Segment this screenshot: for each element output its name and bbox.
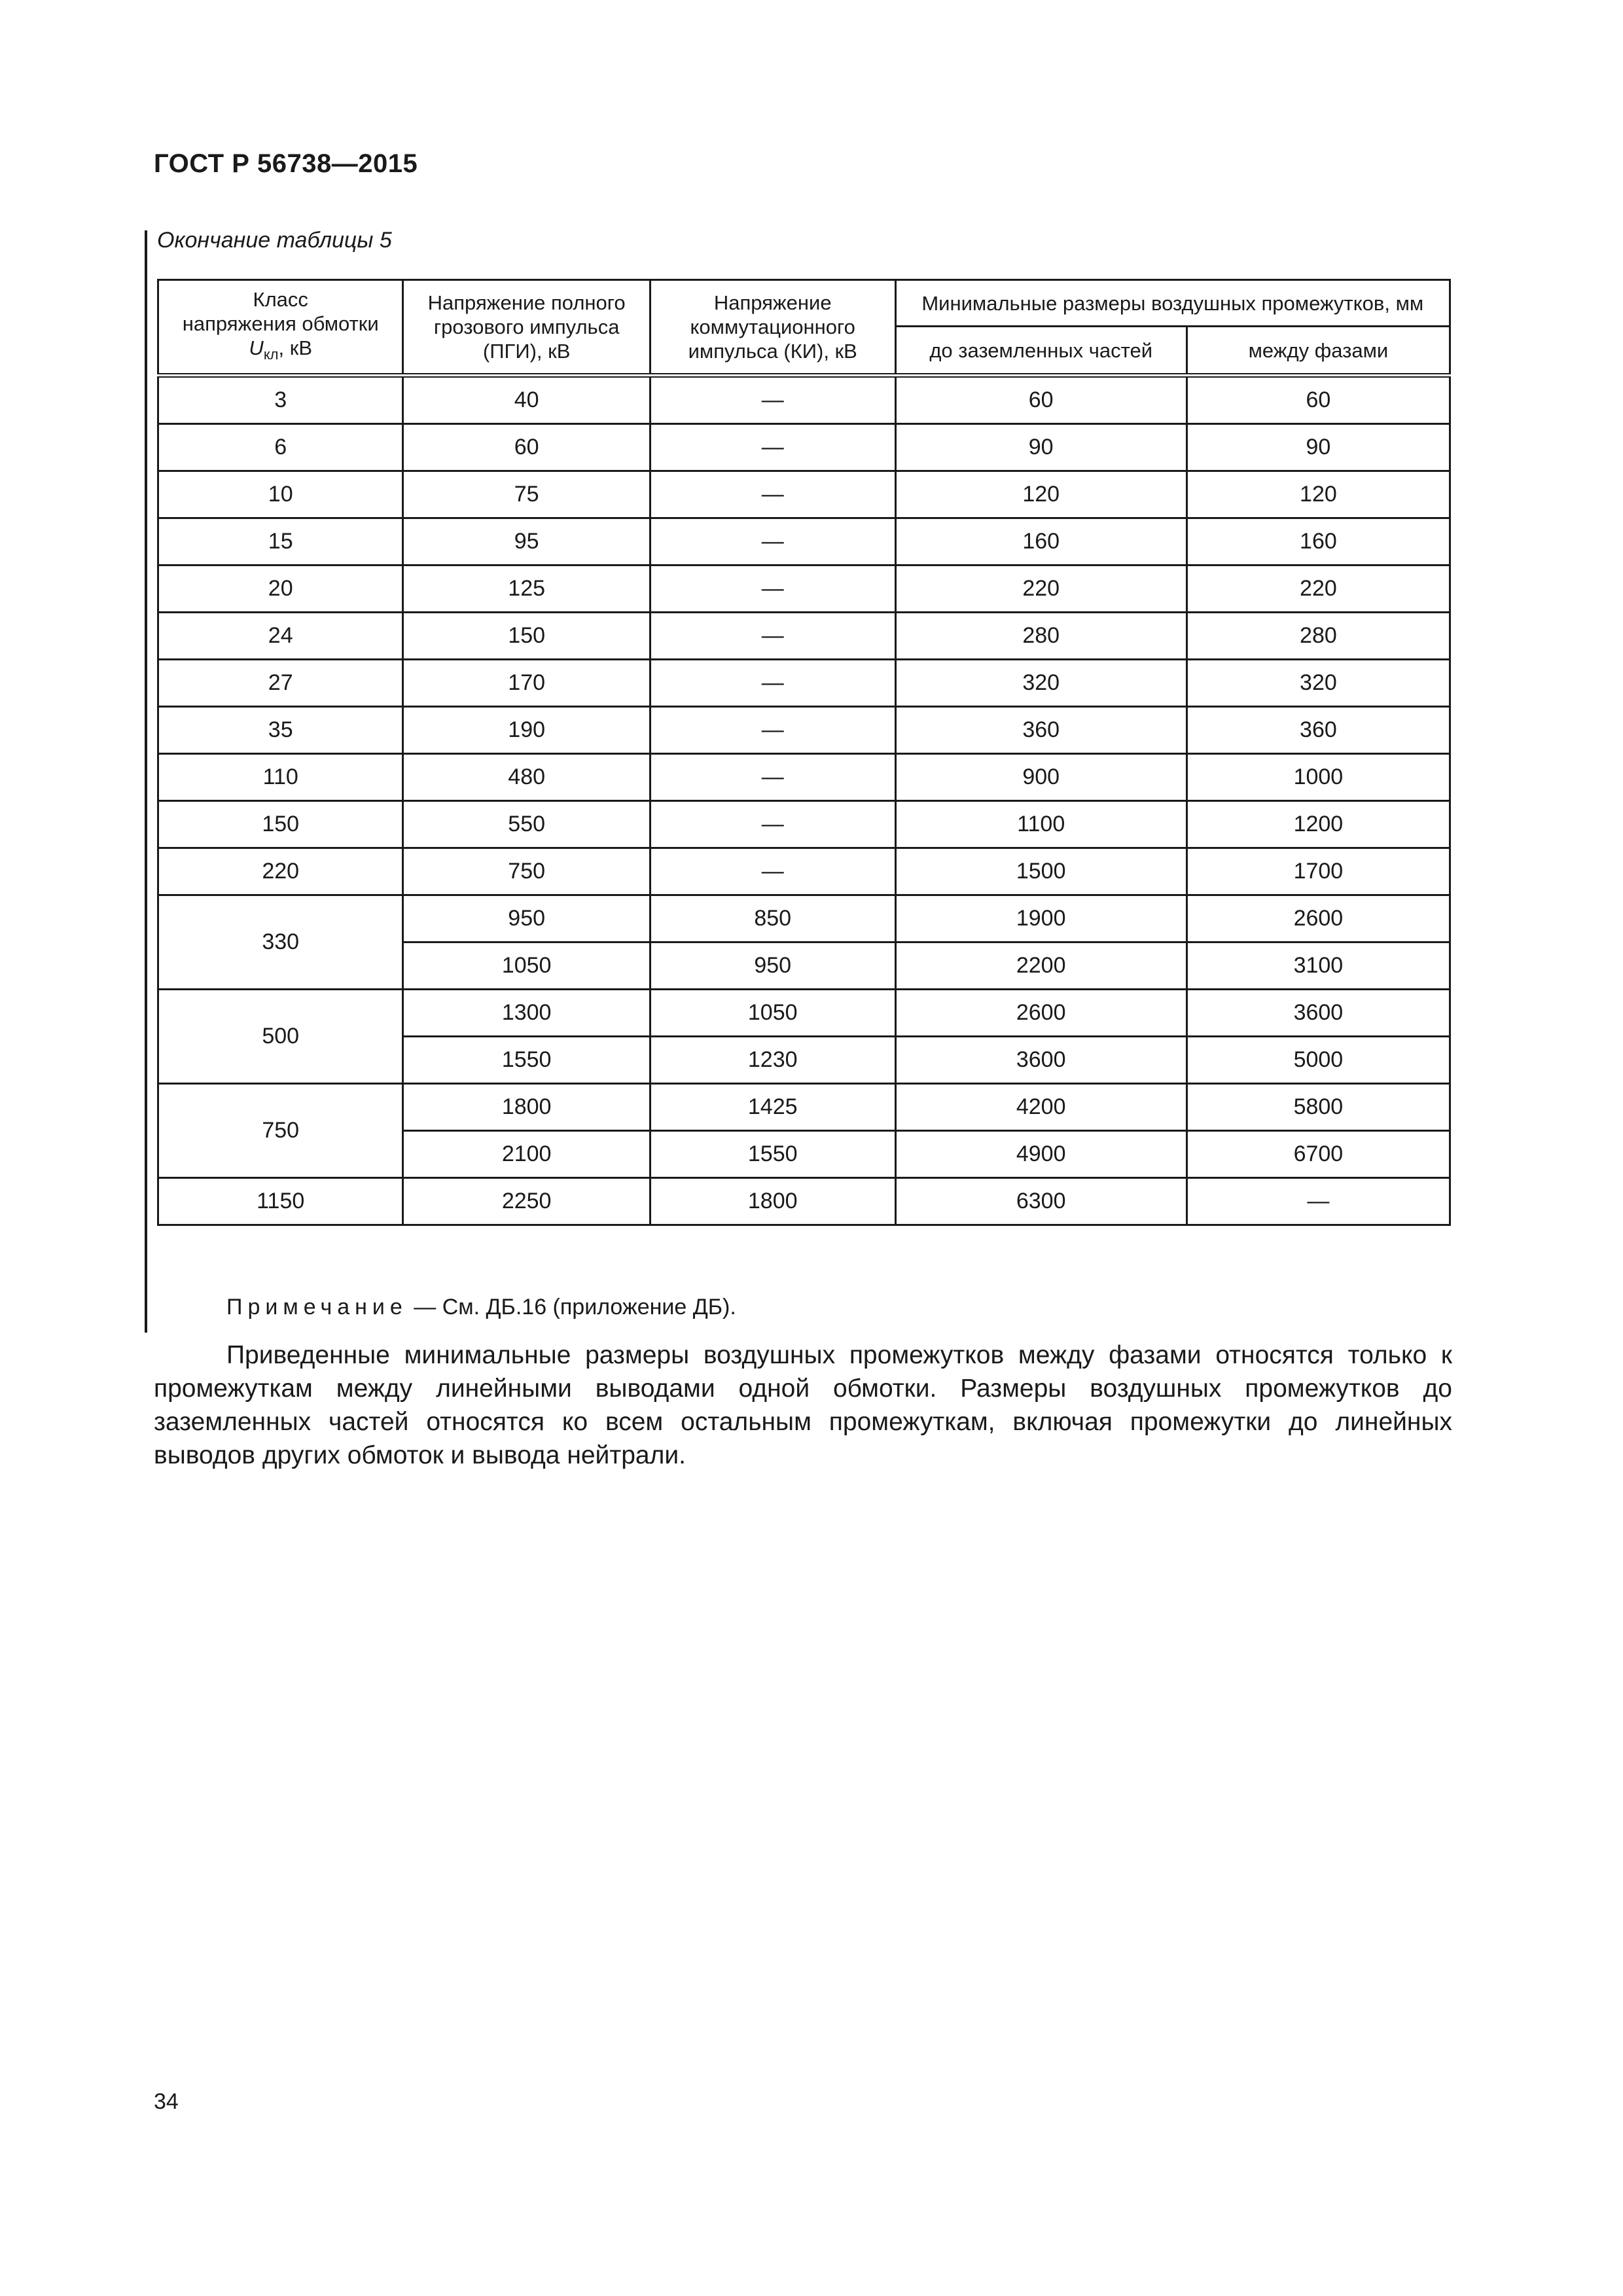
table-row: [158, 424, 1450, 471]
table-row: [158, 518, 1450, 565]
cell-to-ground: 280: [895, 613, 1186, 660]
cell-ki: —: [650, 518, 895, 565]
header-voltage-unit: , кВ: [278, 336, 312, 359]
cell-between-phases: 3100: [1186, 942, 1450, 990]
cell-between-phases: 120: [1186, 471, 1450, 518]
cell-voltage-class: 750: [158, 1084, 403, 1178]
cell-between-phases: 60: [1186, 376, 1450, 424]
cell-to-ground: 1900: [895, 895, 1186, 942]
cell-to-ground: 320: [895, 660, 1186, 707]
cell-between-phases: 160: [1186, 518, 1450, 565]
cell-ki: —: [650, 660, 895, 707]
cell-pgi: 150: [403, 613, 650, 660]
cell-ki: —: [650, 424, 895, 471]
table-row: [158, 990, 1450, 1037]
table-row: [158, 660, 1450, 707]
cell-pgi: 750: [403, 848, 650, 895]
cell-pgi: 2250: [403, 1178, 650, 1225]
cell-voltage-class: 330: [158, 895, 403, 990]
cell-to-ground: 1100: [895, 801, 1186, 848]
cell-voltage-class: 1150: [158, 1178, 403, 1225]
cell-to-ground: 220: [895, 565, 1186, 613]
cell-between-phases: 360: [1186, 707, 1450, 754]
cell-to-ground: 3600: [895, 1037, 1186, 1084]
table-row: [158, 1084, 1450, 1131]
cell-pgi: 1050: [403, 942, 650, 990]
cell-voltage-class: 3: [158, 376, 403, 424]
page-number: 34: [154, 2089, 179, 2114]
cell-voltage-class: 24: [158, 613, 403, 660]
table-row: [158, 895, 1450, 942]
cell-ki: —: [650, 754, 895, 801]
note-text: — См. ДБ.16 (приложение ДБ).: [407, 1295, 736, 1319]
cell-to-ground: 1500: [895, 848, 1186, 895]
cell-ki: 1050: [650, 990, 895, 1037]
data-table: [157, 279, 1451, 1226]
table-row: [158, 471, 1450, 518]
cell-ki: 850: [650, 895, 895, 942]
cell-between-phases: 320: [1186, 660, 1450, 707]
cell-voltage-class: 500: [158, 990, 403, 1084]
cell-voltage-class: 220: [158, 848, 403, 895]
cell-ki: —: [650, 801, 895, 848]
cell-pgi: 95: [403, 518, 650, 565]
table-row: [158, 707, 1450, 754]
body-paragraph: Приведенные минимальные размеры воздушных промежутков между фазами относятся только к промежуткам между линейными выводами одной обмотки. Размеры воздушных промежутков до заземленных частей относятся ко всем остальным промежуткам, включая промежутки до линейных выводов других обмоток и вывода нейтрали.: [154, 1341, 1452, 1469]
cell-between-phases: 220: [1186, 565, 1450, 613]
cell-voltage-class: 15: [158, 518, 403, 565]
cell-ki: 950: [650, 942, 895, 990]
cell-between-phases: 5000: [1186, 1037, 1450, 1084]
cell-voltage-class: 20: [158, 565, 403, 613]
cell-between-phases: 90: [1186, 424, 1450, 471]
cell-between-phases: —: [1186, 1178, 1450, 1225]
header-voltage-class: [158, 280, 403, 376]
cell-ki: —: [650, 376, 895, 424]
cell-voltage-class: 6: [158, 424, 403, 471]
cell-pgi: 40: [403, 376, 650, 424]
cell-pgi: 170: [403, 660, 650, 707]
cell-to-ground: 90: [895, 424, 1186, 471]
header-voltage-class-line2: напряжения обмотки: [182, 312, 379, 335]
cell-pgi: 2100: [403, 1131, 650, 1178]
cell-pgi: 1300: [403, 990, 650, 1037]
cell-ki: —: [650, 613, 895, 660]
header-voltage-class-line1: Класс: [253, 287, 308, 311]
cell-ki: 1230: [650, 1037, 895, 1084]
cell-pgi: 1550: [403, 1037, 650, 1084]
cell-pgi: 1800: [403, 1084, 650, 1131]
cell-pgi: 75: [403, 471, 650, 518]
cell-to-ground: 120: [895, 471, 1186, 518]
cell-voltage-class: 110: [158, 754, 403, 801]
table-row: [158, 565, 1450, 613]
cell-between-phases: 1700: [1186, 848, 1450, 895]
cell-to-ground: 60: [895, 376, 1186, 424]
table-row: [158, 848, 1450, 895]
cell-between-phases: 3600: [1186, 990, 1450, 1037]
cell-voltage-class: 10: [158, 471, 403, 518]
document-header: ГОСТ Р 56738—2015: [154, 149, 418, 178]
header-pgi: Напряжение полного грозового импульса (ПГИ), кВ: [403, 280, 650, 376]
table-row: [158, 754, 1450, 801]
cell-pgi: 60: [403, 424, 650, 471]
cell-between-phases: 2600: [1186, 895, 1450, 942]
cell-ki: —: [650, 707, 895, 754]
cell-to-ground: 2600: [895, 990, 1186, 1037]
cell-between-phases: 280: [1186, 613, 1450, 660]
table-note: [226, 1295, 736, 1320]
cell-pgi: 480: [403, 754, 650, 801]
cell-ki: 1550: [650, 1131, 895, 1178]
cell-pgi: 190: [403, 707, 650, 754]
cell-to-ground: 4200: [895, 1084, 1186, 1131]
cell-ki: 1800: [650, 1178, 895, 1225]
header-to-ground: до заземленных частей: [895, 327, 1186, 376]
cell-to-ground: 160: [895, 518, 1186, 565]
table-caption: Окончание таблицы 5: [157, 228, 392, 253]
revision-bar: [145, 230, 147, 1333]
cell-pgi: 950: [403, 895, 650, 942]
table-row: [158, 376, 1450, 424]
cell-to-ground: 4900: [895, 1131, 1186, 1178]
cell-voltage-class: 27: [158, 660, 403, 707]
cell-voltage-class: 35: [158, 707, 403, 754]
cell-between-phases: 1200: [1186, 801, 1450, 848]
cell-between-phases: 1000: [1186, 754, 1450, 801]
header-voltage-symbol: U: [249, 336, 264, 359]
cell-pgi: 125: [403, 565, 650, 613]
cell-to-ground: 2200: [895, 942, 1186, 990]
table-row: [158, 1178, 1450, 1225]
cell-ki: —: [650, 471, 895, 518]
cell-to-ground: 900: [895, 754, 1186, 801]
cell-between-phases: 6700: [1186, 1131, 1450, 1178]
cell-ki: —: [650, 848, 895, 895]
cell-between-phases: 5800: [1186, 1084, 1450, 1131]
header-between-phases: между фазами: [1186, 327, 1450, 376]
cell-ki: —: [650, 565, 895, 613]
cell-ki: 1425: [650, 1084, 895, 1131]
cell-to-ground: 6300: [895, 1178, 1186, 1225]
cell-voltage-class: 150: [158, 801, 403, 848]
table-row: [158, 613, 1450, 660]
header-ki: Напряжение коммутационного импульса (КИ), кВ: [650, 280, 895, 376]
table-row: [158, 801, 1450, 848]
note-label: Примечание: [226, 1295, 408, 1319]
table-body: [158, 376, 1450, 1225]
cell-pgi: 550: [403, 801, 650, 848]
header-min-gaps: Минимальные размеры воздушных промежутков, мм: [895, 280, 1450, 327]
cell-to-ground: 360: [895, 707, 1186, 754]
header-voltage-subscript: кл: [263, 346, 279, 363]
